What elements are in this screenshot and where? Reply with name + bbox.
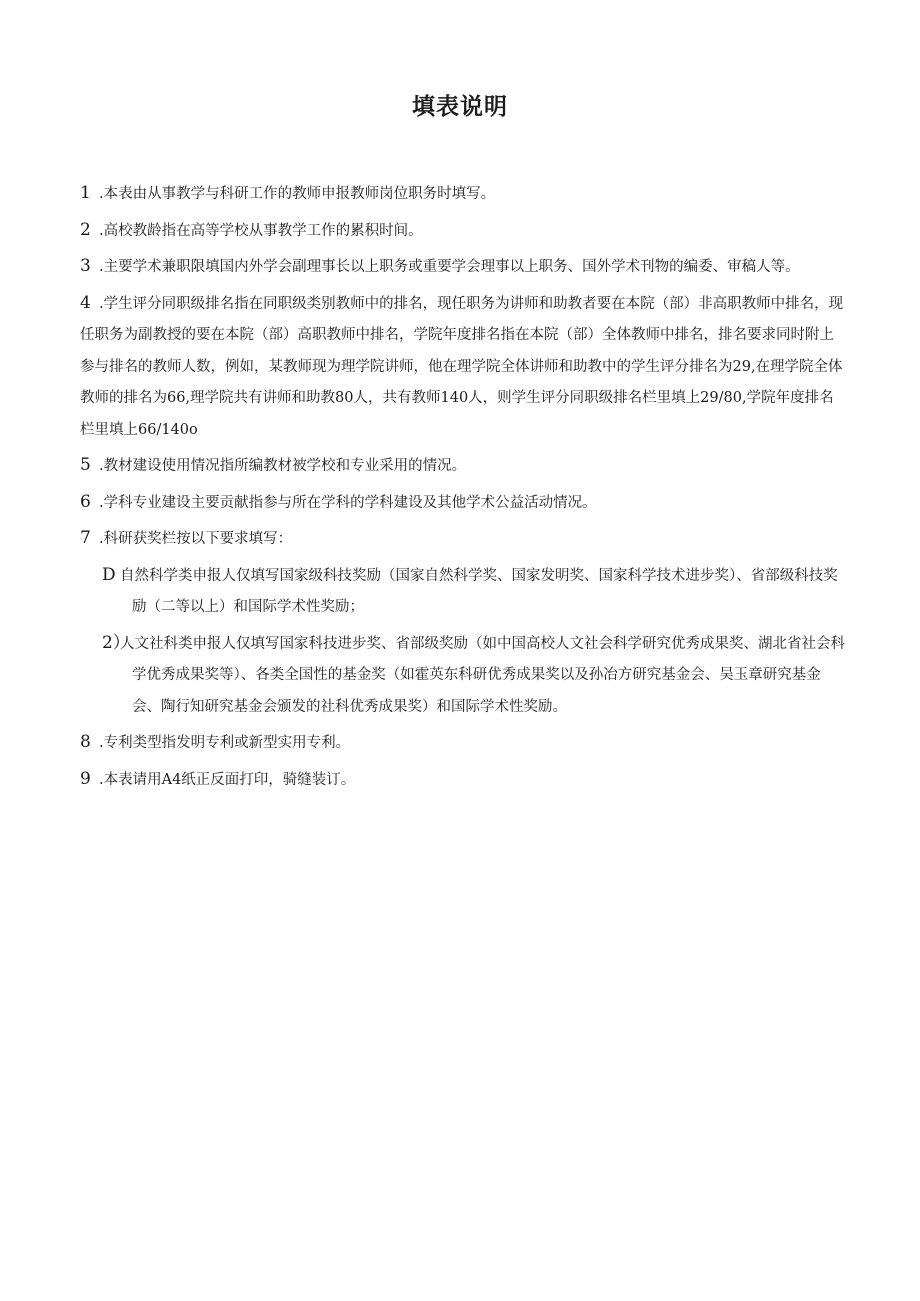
item-text: .本表由从事教学与科研工作的教师申报教师岗位职务时填写。 [99, 186, 496, 202]
item-text: .科研获奖栏按以下要求填写： [99, 531, 293, 547]
sub-item-number: 2） [102, 632, 130, 653]
sub-list-item [102, 628, 846, 724]
item-text: .专利类型指发明专利或新型实用专利。 [99, 735, 351, 751]
list-item [80, 450, 846, 483]
item-text: .主要学术兼职限填国内外学会副理事长以上职务或重要学会理事以上职务、国外学术刊物的编委、审稿人等。 [99, 259, 800, 275]
sub-item-text: 自然科学类申报人仅填写国家级科技奖励（国家自然科学奖、国家发明奖、国家科学技术进步奖）、省部级科技奖励（二等以上）和国际学术性奖励； [120, 567, 838, 615]
sub-item-text: 人文社科类申报人仅填写国家科技进步奖、省部级奖励（如中国高校人文社会科学研究优秀成果奖、湖北省社会科学优秀成果奖等）、各类全国性的基金奖（如霍英东科研优秀成果奖以及孙冶方研究基金会、吴玉章研究基金会、陶行知研究基金会颁发的社科优秀成果奖）和国际学术性奖励。 [120, 635, 845, 715]
item-number: 4 [80, 292, 91, 313]
list-item [80, 178, 846, 211]
item-text: .教材建设使用情况指所编教材被学校和专业采用的情况。 [99, 458, 467, 474]
list-item [80, 727, 846, 760]
page-title: 填表说明 [412, 94, 508, 120]
item-number: 9 [80, 768, 91, 789]
list-item [80, 487, 846, 520]
list-item [80, 523, 846, 556]
list-item [80, 288, 846, 447]
item-number: 5 [80, 455, 91, 475]
sub-item-number: D [102, 564, 116, 585]
item-number: 7 [80, 528, 91, 548]
instruction-list [80, 178, 846, 800]
item-text: .学科专业建设主要贡献指参与所在学科的学科建设及其他学术公益活动情况。 [99, 494, 597, 511]
item-text: .高校教龄指在高等学校从事教学工作的累积时间。 [99, 222, 423, 239]
sub-list-item [102, 560, 846, 624]
item-number: 6 [80, 491, 91, 512]
item-text: .本表请用A4纸正反面打印，骑缝装订。 [99, 771, 356, 788]
list-item [80, 215, 846, 248]
item-number: 3 [80, 256, 91, 276]
item-number: 8 [80, 732, 91, 752]
list-item [80, 251, 846, 284]
item-number: 2 [80, 219, 91, 240]
item-text: .学生评分同职级排名指在同职级类别教师中的排名，现任职务为讲师和助教者要在本院（部）非高职教师中排名，现任职务为副教授的要在本院（部）高职教师中排名，学院年度排名指在本院（部）全体教师中排名，排名要求同时附上参与排名的教师人数，例如，某教师现为理学院讲师，他在理学院全体讲师和助教中的学生评分排名为29,在理学院全体教师的排名为66,理学院共有讲师和助教80人，共有教师140人，则学生评分同职级排名栏里填上29/80,学院年度排名栏里填上66/140o [80, 295, 844, 438]
item-number: 1 [80, 183, 91, 203]
list-item [80, 764, 846, 797]
